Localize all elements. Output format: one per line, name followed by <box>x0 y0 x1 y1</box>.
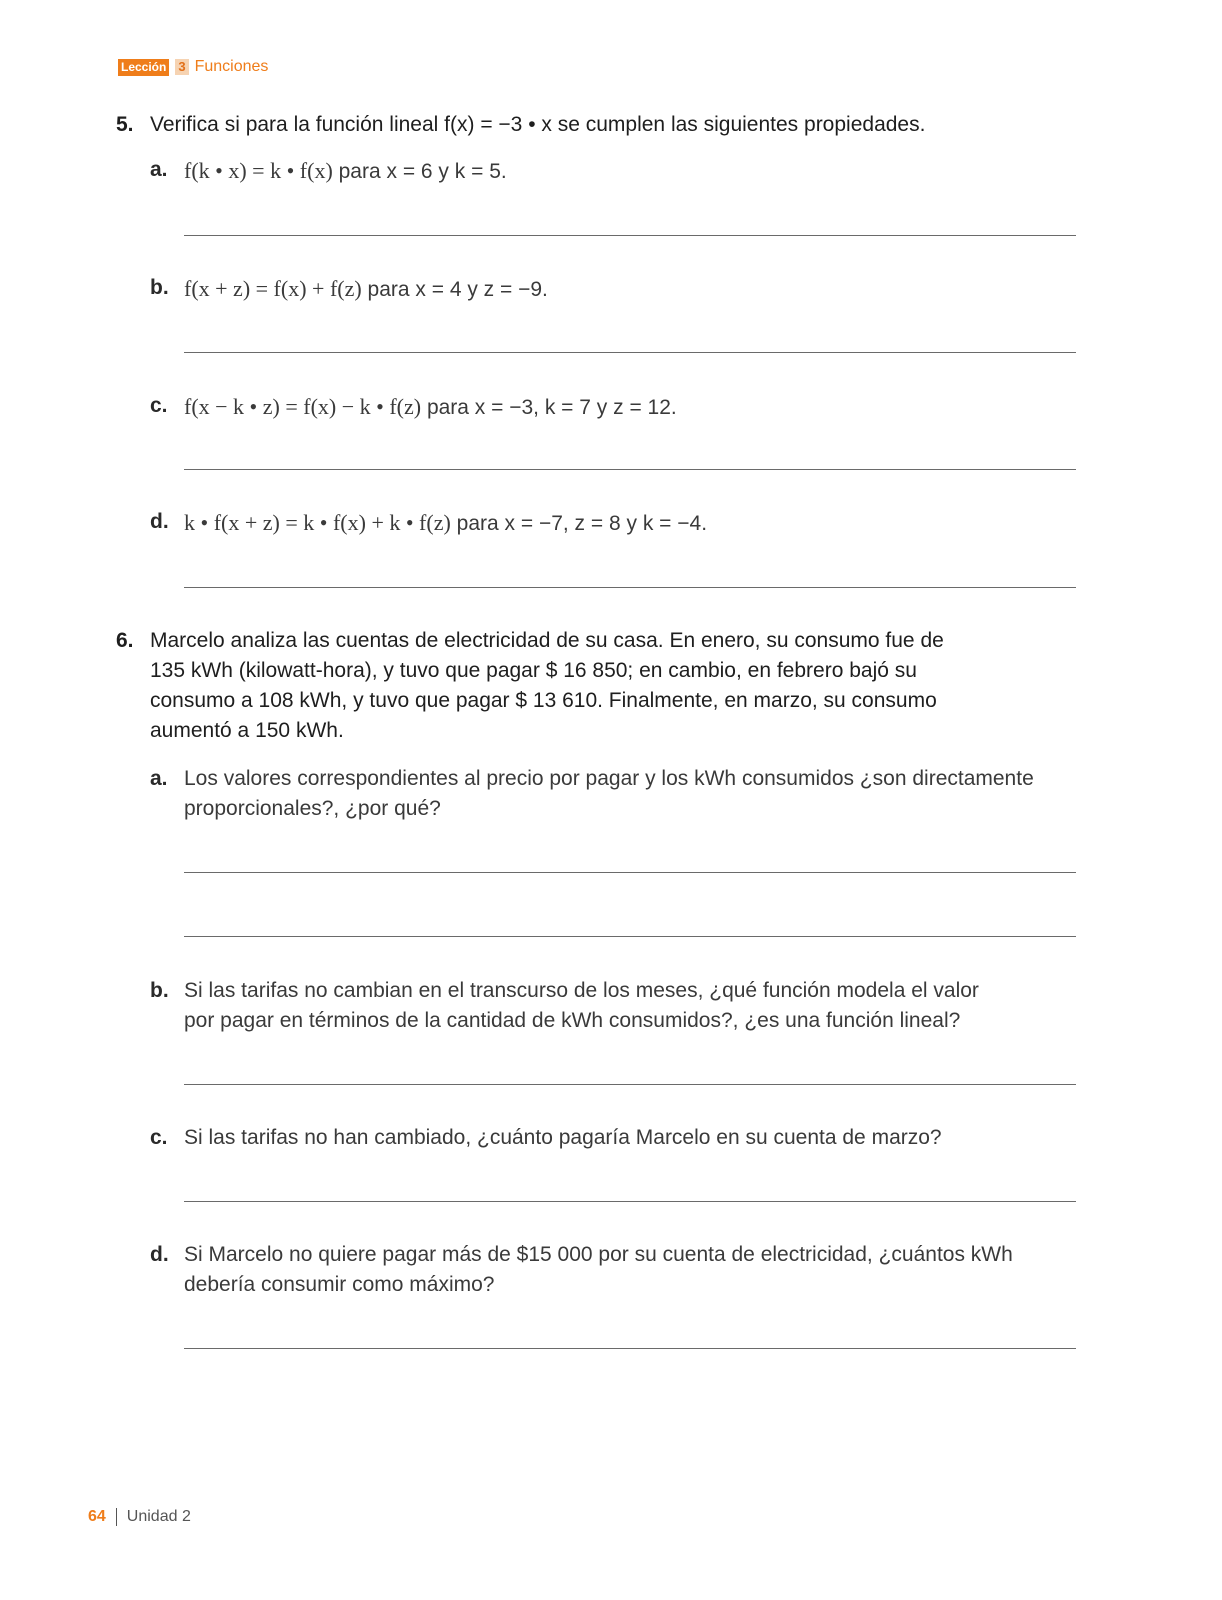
q6-item-d-label: d. <box>150 1243 169 1266</box>
question-6-number: 6. <box>116 629 134 652</box>
q5-item-a-formula: f(k • x) = k • f(x) <box>184 158 333 183</box>
q5-item-d-formula: k • f(x + z) = k • f(x) + k • f(z) <box>184 510 451 535</box>
q5-item-d-condition: para x = −7, z = 8 y k = −4. <box>456 512 708 535</box>
q5-item-d-text <box>184 508 707 539</box>
q6-item-b-text <box>184 976 1084 1036</box>
q6-item-c-line-1: Si las tarifas no han cambiado, ¿cuánto pagaría Marcelo en su cuenta de marzo? <box>184 1126 942 1149</box>
answer-line-6a-2[interactable] <box>184 936 1076 937</box>
q5-item-d-label: d. <box>150 510 169 533</box>
q6-item-d-line-2: debería consumir como máximo? <box>184 1273 495 1296</box>
q6-item-b-line-2: por pagar en términos de la cantidad de kWh consumidos?, ¿es una función lineal? <box>184 1009 961 1032</box>
q5-item-a-text <box>184 156 507 187</box>
footer-divider <box>116 1508 117 1526</box>
q5-item-b-label: b. <box>150 276 169 299</box>
question-5-text: Verifica si para la función lineal f(x) = −3 • x se cumplen las siguientes propiedades. <box>150 113 926 136</box>
q5-item-b-text <box>184 274 548 305</box>
q6-line-4: aumentó a 150 kWh. <box>150 719 344 742</box>
q6-item-a-line-1: Los valores correspondientes al precio por pagar y los kWh consumidos ¿son directamente <box>184 767 1034 790</box>
q6-item-d-line-1: Si Marcelo no quiere pagar más de $15 000 por su cuenta de electricidad, ¿cuántos kWh <box>184 1243 1013 1266</box>
page-number: 64 <box>88 1508 106 1525</box>
lesson-number: 3 <box>175 59 188 75</box>
q5-item-c-text <box>184 392 677 423</box>
lesson-title: Funciones <box>194 58 269 75</box>
q5-item-a-label: a. <box>150 158 168 181</box>
question-5-number: 5. <box>116 113 134 136</box>
q6-line-3: consumo a 108 kWh, y tuvo que pagar $ 13 610. Finalmente, en marzo, su consumo <box>150 689 937 712</box>
q6-item-b-line-1: Si las tarifas no cambian en el transcurso de los meses, ¿qué función modela el valor <box>184 979 979 1002</box>
answer-line-6c[interactable] <box>184 1201 1076 1202</box>
lesson-badge: Lección <box>118 59 169 76</box>
answer-line-5d[interactable] <box>184 587 1076 588</box>
page-footer <box>88 1508 191 1526</box>
q6-line-2: 135 kWh (kilowatt-hora), y tuvo que pagar $ 16 850; en cambio, en febrero bajó su <box>150 659 917 682</box>
answer-line-5b[interactable] <box>184 352 1076 353</box>
answer-line-5c[interactable] <box>184 469 1076 470</box>
unit-label: Unidad 2 <box>126 1508 191 1525</box>
answer-line-5a[interactable] <box>184 235 1076 236</box>
q6-item-c-text <box>184 1123 1084 1153</box>
q5-item-c-condition: para x = −3, k = 7 y z = 12. <box>426 396 677 419</box>
answer-line-6a-1[interactable] <box>184 872 1076 873</box>
q6-line-1: Marcelo analiza las cuentas de electricidad de su casa. En enero, su consumo fue de <box>150 629 944 652</box>
answer-line-6d[interactable] <box>184 1348 1076 1349</box>
q6-item-d-text <box>184 1240 1084 1300</box>
q5-item-a-condition: para x = 6 y k = 5. <box>338 160 507 183</box>
answer-line-6b[interactable] <box>184 1084 1076 1085</box>
q5-item-c-label: c. <box>150 394 168 417</box>
q6-item-a-label: a. <box>150 767 168 790</box>
q5-item-b-condition: para x = 4 y z = −9. <box>367 278 548 301</box>
q6-item-c-label: c. <box>150 1126 168 1149</box>
q5-item-c-formula: f(x − k • z) = f(x) − k • f(z) <box>184 394 422 419</box>
lesson-header <box>118 58 268 76</box>
q5-item-b-formula: f(x + z) = f(x) + f(z) <box>184 276 362 301</box>
q6-item-b-label: b. <box>150 979 169 1002</box>
q6-item-a-line-2: proporcionales?, ¿por qué? <box>184 797 441 820</box>
question-6-text <box>150 626 1110 746</box>
q6-item-a-text <box>184 764 1084 824</box>
